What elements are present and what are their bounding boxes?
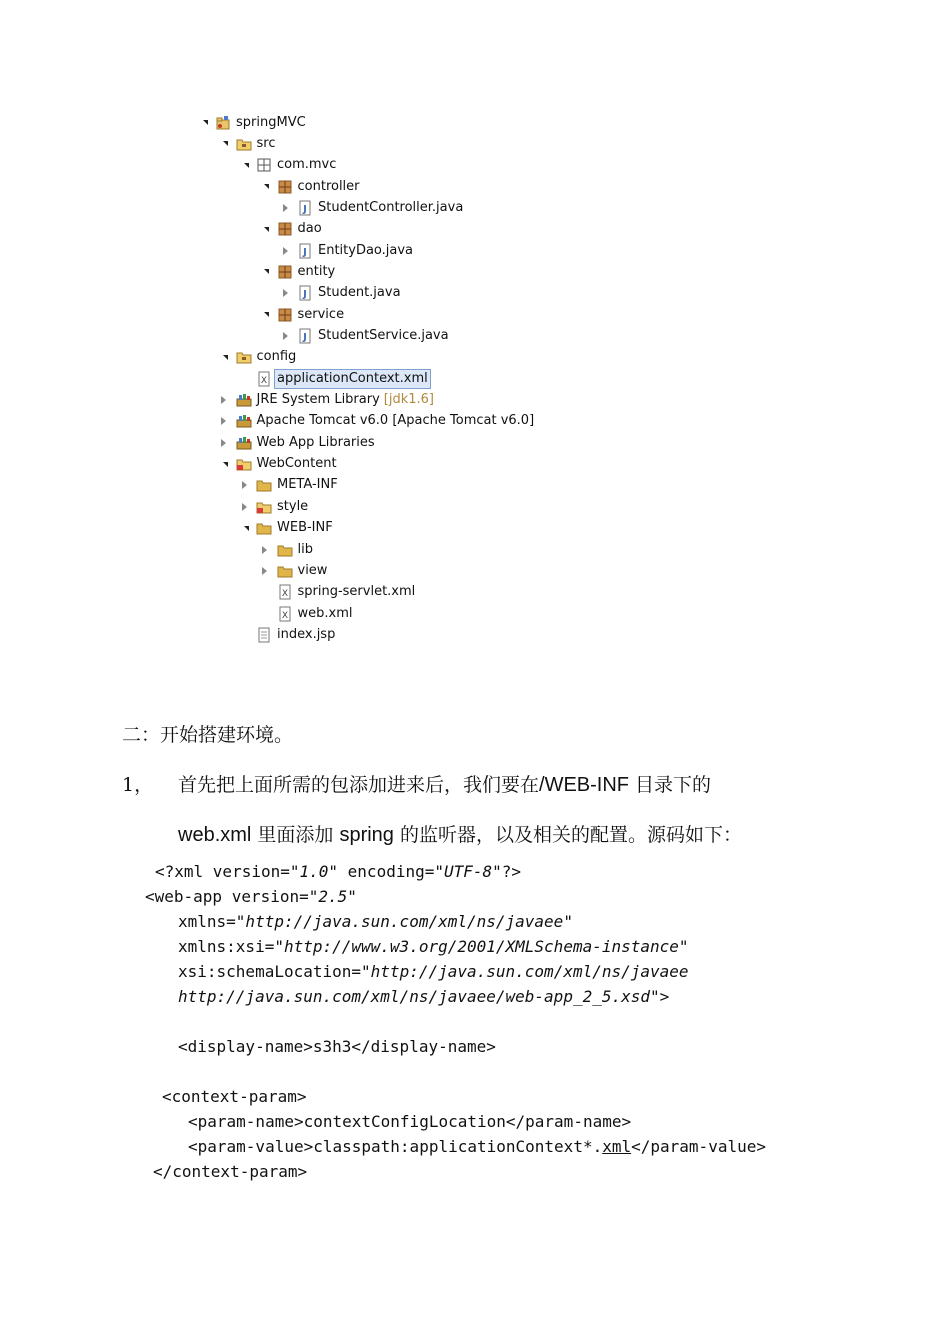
tree-item[interactable]	[237, 368, 431, 389]
step-number: 1，	[122, 774, 154, 796]
tree-item[interactable]	[258, 304, 345, 325]
tree-item[interactable]	[196, 112, 306, 133]
collapsed-arrow-icon[interactable]	[258, 543, 272, 557]
tree-item-detail: [jdk1.6]	[383, 392, 434, 408]
tree-item-label: entity	[297, 263, 336, 279]
tree-item[interactable]	[217, 390, 435, 411]
code-line: <param-value>classpath:applicationContext*.xml</param-value>	[188, 1137, 766, 1156]
code-line: <?xml version="1.0" encoding="UTF-8"?>	[155, 862, 522, 881]
expanded-arrow-icon[interactable]	[258, 222, 272, 236]
library-icon	[236, 392, 257, 408]
collapsed-arrow-icon[interactable]	[217, 393, 231, 407]
tree-item-label: com.mvc	[277, 157, 337, 173]
folder-icon	[256, 520, 277, 536]
tree-item[interactable]	[217, 347, 297, 368]
tree-item-label: EntityDao.java	[318, 242, 414, 258]
tree-item[interactable]	[237, 624, 335, 645]
package-filled-icon	[277, 179, 298, 195]
library-icon	[236, 413, 257, 429]
expanded-arrow-icon[interactable]	[217, 457, 231, 471]
code-line: <web-app version="2.5"	[145, 887, 357, 906]
collapsed-arrow-icon[interactable]	[278, 244, 292, 258]
tree-item-label: Apache Tomcat v6.0 [Apache Tomcat v6.0]	[256, 413, 535, 429]
jsp-file-icon	[256, 627, 277, 643]
svg-text:J: J	[303, 246, 307, 258]
spacer	[237, 372, 251, 386]
project-icon	[215, 115, 236, 131]
collapsed-arrow-icon[interactable]	[258, 564, 272, 578]
xml-file-icon	[277, 584, 298, 600]
collapsed-arrow-icon[interactable]	[217, 436, 231, 450]
svg-text:X: X	[281, 610, 288, 621]
collapsed-arrow-icon[interactable]	[237, 478, 251, 492]
tree-item-label: StudentService.java	[318, 328, 449, 343]
tree-item[interactable]	[217, 454, 337, 475]
source-folder-icon	[236, 136, 257, 152]
tree-item[interactable]	[258, 176, 360, 197]
tree-item[interactable]	[278, 240, 413, 261]
tree-item[interactable]	[258, 219, 322, 240]
tree-item-label: spring-servlet.xml	[297, 584, 416, 600]
java-file-icon	[297, 243, 318, 259]
folder-icon	[277, 563, 298, 579]
tree-item-label: lib	[297, 541, 313, 557]
collapsed-arrow-icon[interactable]	[278, 329, 292, 343]
package-filled-icon	[277, 264, 298, 280]
code-line: <display-name>s3h3</display-name>	[178, 1037, 496, 1056]
collapsed-arrow-icon[interactable]	[217, 414, 231, 428]
section-heading: 二：开始搭建环境。	[122, 724, 294, 746]
spacer	[237, 628, 251, 642]
svg-text:J: J	[303, 203, 307, 215]
code-line: xsi:schemaLocation="http://java.sun.com/xml/ns/javaee	[178, 962, 689, 981]
expanded-arrow-icon[interactable]	[217, 350, 231, 364]
tree-item-label: StudentController.java	[318, 199, 464, 215]
expanded-arrow-icon[interactable]	[237, 521, 251, 535]
spacer	[258, 585, 272, 599]
tree-item[interactable]	[258, 603, 353, 624]
tree-item-label: view	[297, 562, 328, 578]
package-icon	[256, 157, 277, 173]
tree-item[interactable]	[237, 518, 333, 539]
tree-item[interactable]	[258, 582, 416, 603]
step-paragraph-line-1: 首先把上面所需的包添加进来后，我们要在/WEB-INF 目录下的	[178, 774, 712, 796]
tree-item[interactable]	[237, 155, 336, 176]
tree-item[interactable]	[278, 326, 449, 347]
expanded-arrow-icon[interactable]	[237, 158, 251, 172]
web-folder-icon	[236, 456, 257, 472]
spacer	[258, 607, 272, 621]
expanded-arrow-icon[interactable]	[217, 137, 231, 151]
code-line: <context-param>	[162, 1087, 307, 1106]
tree-item[interactable]	[278, 283, 401, 304]
tree-item[interactable]	[237, 475, 338, 496]
package-filled-icon	[277, 307, 298, 323]
tree-item[interactable]	[278, 197, 463, 218]
expanded-arrow-icon[interactable]	[258, 180, 272, 194]
web-folder-icon	[256, 499, 277, 515]
svg-text:J: J	[303, 332, 307, 343]
tree-item[interactable]	[217, 432, 375, 453]
tree-item-label: JRE System Library	[256, 392, 380, 408]
svg-text:X: X	[281, 589, 288, 600]
collapsed-arrow-icon[interactable]	[237, 500, 251, 514]
tree-item-label: style	[277, 498, 309, 514]
code-line: <param-name>contextConfigLocation</param-name>	[188, 1112, 632, 1131]
code-line: </context-param>	[153, 1162, 308, 1181]
tree-item-label: service	[297, 306, 345, 322]
code-line: http://java.sun.com/xml/ns/javaee/web-app_2_5.xsd">	[178, 987, 670, 1006]
tree-item-label: applicationContext.xml	[274, 369, 431, 389]
expanded-arrow-icon[interactable]	[196, 116, 210, 130]
tree-item-label: META-INF	[277, 477, 338, 493]
collapsed-arrow-icon[interactable]	[278, 286, 292, 300]
tree-item[interactable]	[258, 261, 336, 282]
code-line: xmlns="http://java.sun.com/xml/ns/javaee"	[178, 912, 573, 931]
tree-item-label: WebContent	[256, 456, 337, 472]
tree-item[interactable]	[217, 411, 535, 432]
tree-item-label: index.jsp	[277, 626, 336, 642]
svg-text:X: X	[260, 375, 268, 386]
xml-file-icon	[277, 606, 298, 622]
expanded-arrow-icon[interactable]	[258, 265, 272, 279]
tree-item-label: config	[256, 349, 297, 365]
tree-item[interactable]	[237, 496, 308, 517]
svg-text:J: J	[303, 289, 307, 301]
tree-item-label: src	[256, 135, 276, 151]
java-file-icon	[297, 285, 318, 301]
package-filled-icon	[277, 221, 298, 237]
expanded-arrow-icon[interactable]	[258, 308, 272, 322]
folder-icon	[277, 542, 298, 558]
tree-item[interactable]	[258, 560, 328, 581]
tree-item-label: springMVC	[236, 114, 306, 130]
tree-item-label: Web App Libraries	[256, 434, 375, 450]
library-icon	[236, 435, 257, 451]
code-line: xmlns:xsi="http://www.w3.org/2001/XMLSchema-instance"	[178, 937, 689, 956]
step-paragraph-line-2: web.xml 里面添加 spring 的监听器，以及相关的配置。源码如下：	[178, 824, 742, 846]
tree-item-label: Student.java	[318, 285, 401, 301]
source-folder-icon	[236, 349, 257, 365]
tree-item-label: web.xml	[297, 605, 353, 621]
collapsed-arrow-icon[interactable]	[278, 201, 292, 215]
tree-item[interactable]	[217, 133, 276, 154]
java-file-icon	[297, 328, 318, 344]
java-file-icon	[297, 200, 318, 216]
folder-icon	[256, 477, 277, 493]
tree-item[interactable]	[258, 539, 313, 560]
tree-item-label: WEB-INF	[277, 520, 333, 536]
tree-item-label: dao	[297, 221, 322, 237]
tree-item-label: controller	[297, 178, 360, 194]
